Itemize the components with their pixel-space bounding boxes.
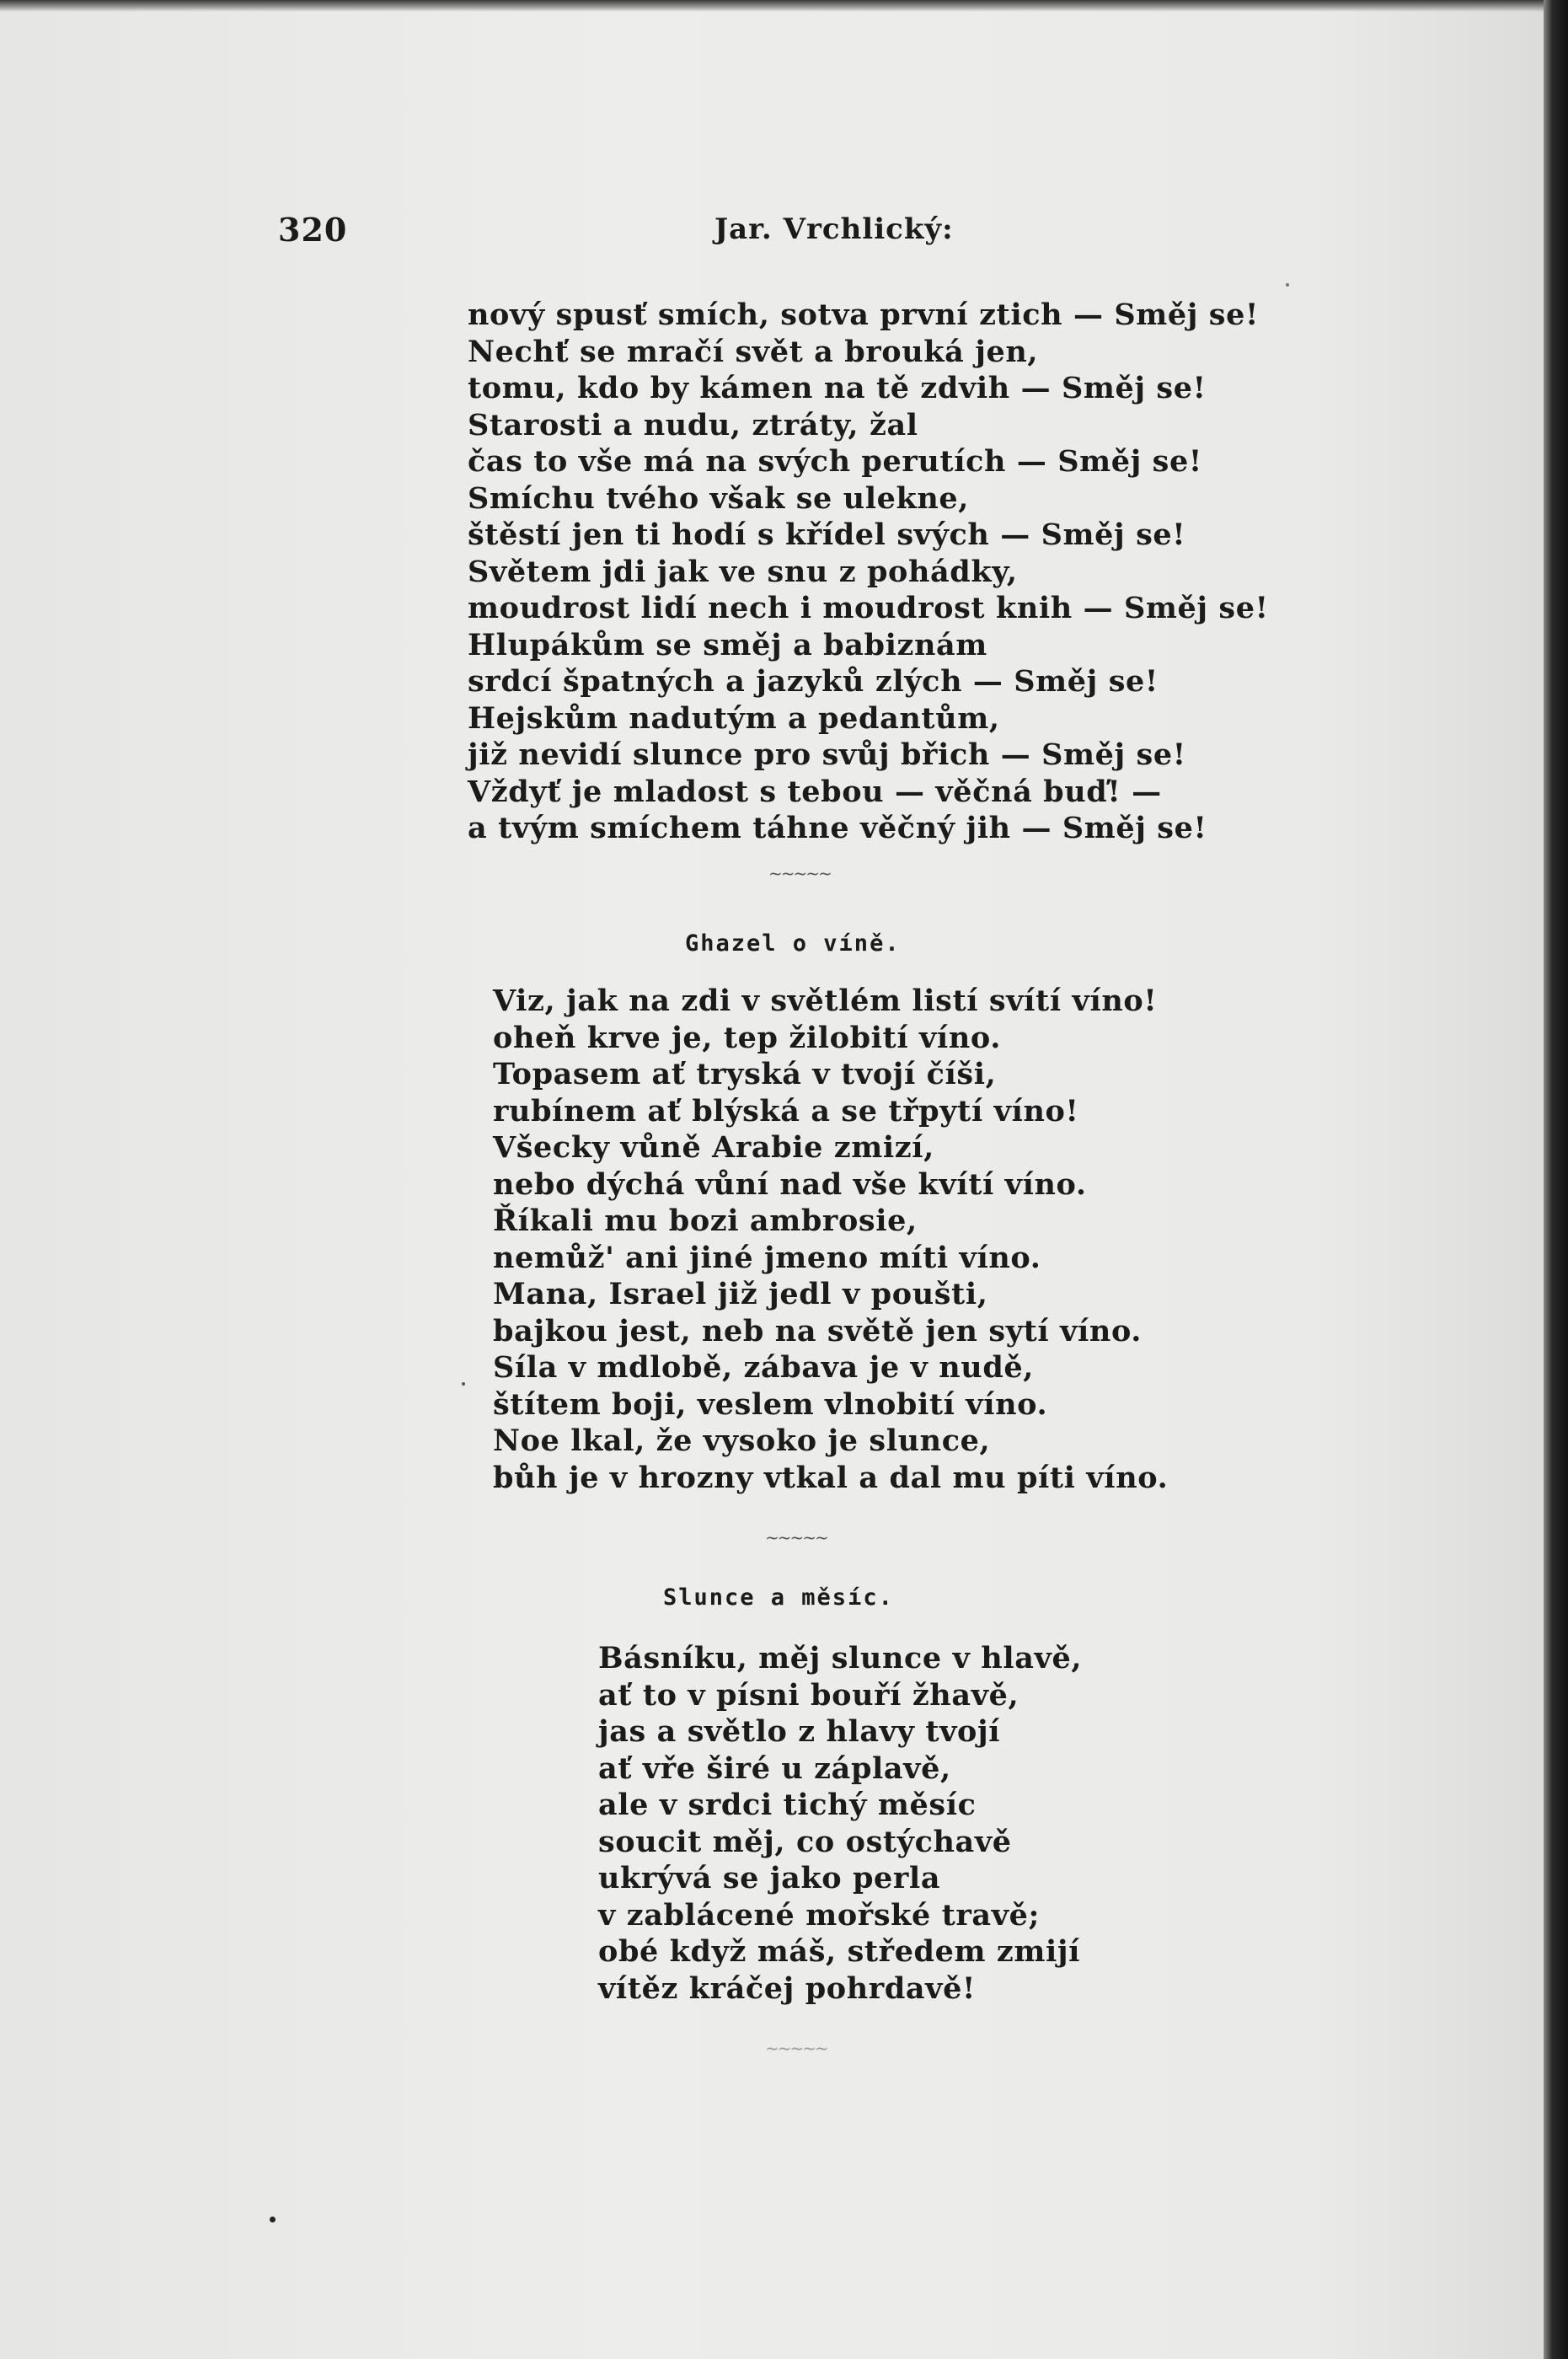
poem-line: Básníku, měj slunce v hlavě, [598, 1641, 1083, 1675]
poem-line: Starosti a nudu, ztráty, žal [468, 407, 918, 442]
poem-slunce-a-mesic [598, 1640, 1082, 2007]
print-speck [270, 2217, 276, 2222]
poem-line: obé když máš, středem zmijí [598, 1934, 1081, 1969]
poem-line: bůh je v hrozny vtkal a dal mu píti víno. [493, 1460, 1169, 1495]
poem-line: štítem boji, veslem vlnobití víno. [493, 1386, 1048, 1422]
poem-line: Vždyť je mladost s tebou — věčná buď! — [468, 774, 1162, 809]
poem-line: v zablácené mořské travě; [598, 1897, 1041, 1933]
poem-line: Síla v mdlobě, zábava je v nudě, [493, 1350, 1035, 1385]
poem-line: srdcí špatných a jazyků zlých — Směj se! [468, 664, 1159, 699]
poem-line: moudrost lidí nech i moudrost knih — Směj se! [468, 591, 1269, 625]
poem-line: Mana, Israel již jedl v poušti, [493, 1277, 988, 1311]
poem-line: Hejskům nadutým a pedantům, [468, 700, 1000, 736]
poem-line: Topasem ať tryská v tvojí číši, [493, 1057, 997, 1091]
poem-line: čas to vše má na svých perutích — Směj se! [468, 444, 1202, 479]
poem-line: rubínem ať blýská a se třpytí víno! [493, 1093, 1079, 1129]
poem-line: Smíchu tvého však se ulekne, [468, 480, 970, 516]
section-separator-ornament: ~~~~~ [765, 2038, 827, 2058]
poem-ghazel-o-vine [493, 983, 1168, 1496]
print-speck [1286, 283, 1289, 287]
poem-line: nemůž' ani jiné jmeno míti víno. [493, 1240, 1041, 1275]
section-separator-ornament: ~~~~~ [768, 863, 831, 883]
poem-line: ať to v písni bouří žhavě, [598, 1677, 1019, 1713]
poem-title-slunce: Slunce a měsíc. [663, 1584, 894, 1611]
poem-line: Hlupákům se směj a babiznám [468, 627, 987, 662]
print-speck [462, 1382, 465, 1386]
poem-line: ať vře širé u záplavě, [598, 1750, 951, 1786]
poem-smej-se [468, 297, 1269, 847]
poem-line: bajkou jest, neb na světě jen sytí víno. [493, 1313, 1143, 1348]
poem-line: Viz, jak na zdi v světlém listí svítí víno! [493, 984, 1158, 1018]
poem-line: tomu, kdo by kámen na tě zdvih — Směj se! [468, 371, 1207, 405]
poem-line: Říkali mu bozi ambrosie, [493, 1204, 918, 1238]
poem-line: ale v srdci tichý měsíc [598, 1788, 977, 1822]
poem-line: oheň krve je, tep žilobití víno. [493, 1020, 1001, 1055]
poem-line: vítěz kráčej pohrdavě! [598, 1970, 976, 2006]
poem-line: Všecky vůně Arabie zmizí, [493, 1130, 934, 1165]
poem-line: ukrývá se jako perla [598, 1861, 941, 1895]
poem-line: štěstí jen ti hodí s křídel svých — Směj se! [468, 517, 1186, 552]
poem-line: Nechť se mračí svět a brouká jen, [468, 334, 1039, 369]
section-separator-ornament: ~~~~~ [765, 1527, 827, 1547]
page-number: 320 [278, 211, 348, 249]
poem-line: Světem jdi jak ve snu z pohádky, [468, 554, 1018, 589]
book-spine-shadow [1544, 0, 1568, 2359]
running-head: Jar. Vrchlický: [714, 212, 954, 246]
page-top-shadow [0, 0, 1544, 12]
poem-line: již nevidí slunce pro svůj břich — Směj se! [468, 737, 1186, 772]
poem-line: nový spusť smích, sotva první ztich — Směj se! [468, 298, 1259, 332]
poem-line: a tvým smíchem táhne věčný jih — Směj se! [468, 811, 1207, 845]
poem-title-ghazel: Ghazel o víně. [685, 930, 901, 957]
poem-line: jas a světlo z hlavy tvojí [598, 1714, 1001, 1749]
poem-line: soucit měj, co ostýchavě [598, 1824, 1012, 1859]
poem-line: Noe lkal, že vysoko je slunce, [493, 1423, 991, 1458]
poem-line: nebo dýchá vůní nad vše kvítí víno. [493, 1166, 1087, 1202]
